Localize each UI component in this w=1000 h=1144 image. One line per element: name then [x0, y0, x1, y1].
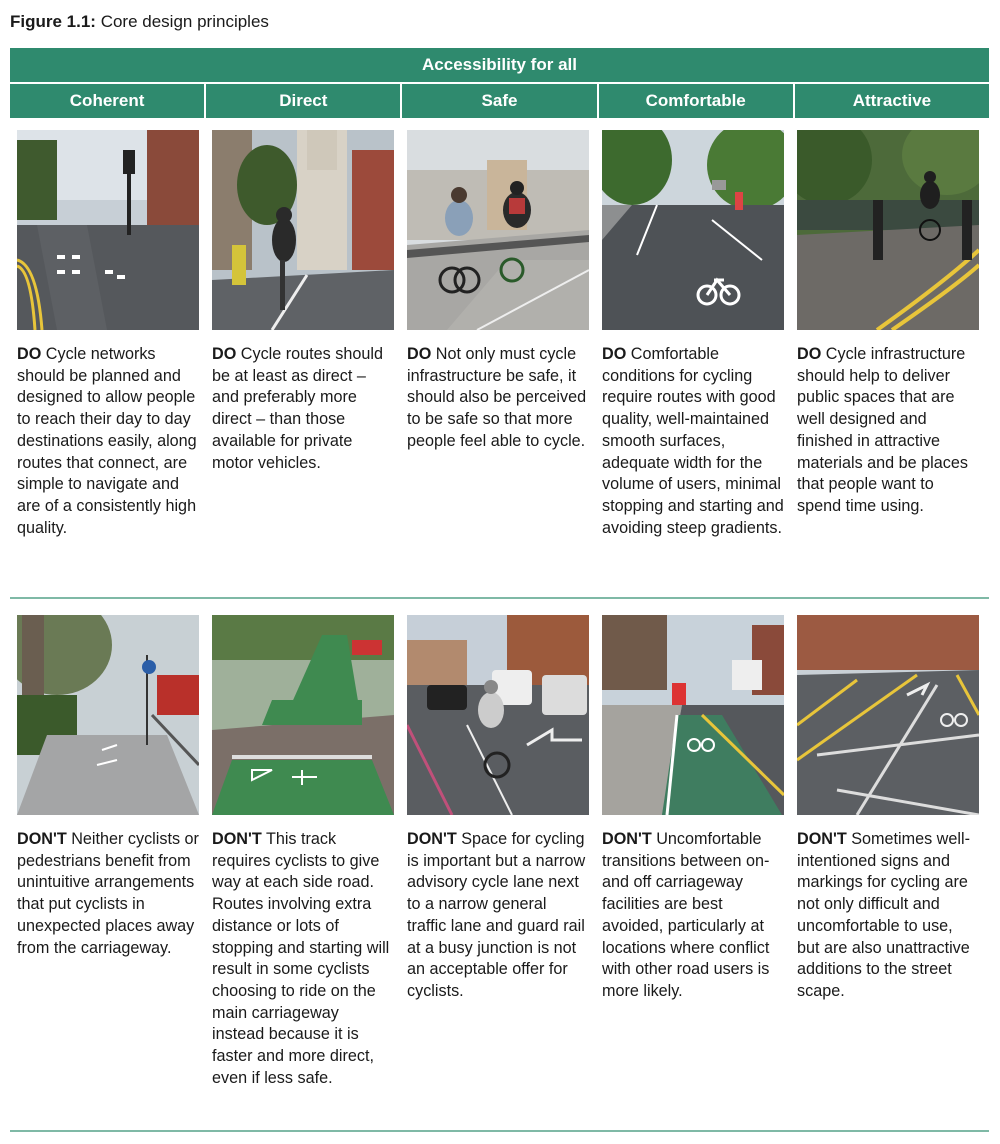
photo-safe-advisory-lane [407, 615, 589, 815]
row-divider-bottom [10, 1130, 989, 1132]
dont-row [17, 615, 992, 1089]
photo-coherent-junction [17, 130, 199, 330]
dont-text-direct: DON'T This track requires cyclists to give way at each side road. Routes involving extra distance or lots of stopping and starting will result in some cyclists choosing to ride on the main carriageway instead because it is faster and more direct, even if less safe. [212, 830, 390, 1087]
dont-cell-comfortable [602, 615, 797, 1089]
row-divider-top [10, 597, 989, 599]
dont-text-attractive: DON'T Sometimes well-intentioned signs and markings for cycling are not only difficult and uncomfortable to use, but are also unattractive additions to the street scape. [797, 830, 970, 1000]
column-header-attractive: Attractive [795, 84, 989, 118]
do-text-comfortable: DO Comfortable conditions for cycling require routes with good quality, well-maintained smooth surfaces, adequate width for the volume of users, minimal stopping and starting and avoiding steep gradients. [602, 345, 784, 537]
banner-accessibility: Accessibility for all [10, 48, 989, 82]
photo-safe-cycle-track [407, 130, 589, 330]
do-row [17, 130, 992, 539]
do-text-direct: DO Cycle routes should be at least as direct – and preferably more direct – than those available for private motor vehicles. [212, 345, 383, 472]
column-headers [10, 84, 989, 118]
do-cell-direct [212, 130, 407, 539]
do-cell-coherent [17, 130, 212, 539]
photo-coherent-footway [17, 615, 199, 815]
photo-direct-street [212, 130, 394, 330]
photo-comfortable-transition [602, 615, 784, 815]
photo-comfortable-road [602, 130, 784, 330]
photo-attractive-markings [797, 615, 979, 815]
column-header-direct: Direct [206, 84, 400, 118]
photo-attractive-space [797, 130, 979, 330]
do-cell-attractive [797, 130, 992, 539]
column-header-comfortable: Comfortable [599, 84, 793, 118]
do-text-attractive: DO Cycle infrastructure should help to deliver public spaces that are well designed and finished in attractive materials and be places that people want to spend time using. [797, 345, 968, 515]
do-cell-comfortable [602, 130, 797, 539]
column-header-safe: Safe [402, 84, 596, 118]
figure-title [10, 12, 269, 32]
dont-text-comfortable: DON'T Uncomfortable transitions between on-and off carriageway facilities are best avoided, particularly at locations where conflict with other road users is more likely. [602, 830, 770, 1000]
column-header-coherent: Coherent [10, 84, 204, 118]
dont-cell-direct [212, 615, 407, 1089]
dont-cell-safe [407, 615, 602, 1089]
dont-text-coherent: DON'T Neither cyclists or pedestrians benefit from unintuitive arrangements that put cyclists in unexpected places away from the carriageway. [17, 830, 199, 957]
dont-text-safe: DON'T Space for cycling is important but a narrow advisory cycle lane next to a narrow general traffic lane and guard rail at a busy junction is not an acceptable offer for cyclists. [407, 830, 586, 1000]
do-text-safe: DO Not only must cycle infrastructure be safe, it should also be perceived to be safe so that more people feel able to cycle. [407, 345, 587, 450]
do-text-coherent: DO Cycle networks should be planned and designed to allow people to reach their day to day destinations easily, along routes that connect, are simple to navigate and are of a consistently high quality. [17, 345, 197, 537]
dont-cell-attractive [797, 615, 992, 1089]
photo-direct-side-road [212, 615, 394, 815]
figure-label: Figure 1.1: [10, 12, 96, 31]
do-cell-safe [407, 130, 602, 539]
figure-caption: Core design principles [100, 12, 269, 31]
dont-cell-coherent [17, 615, 212, 1089]
